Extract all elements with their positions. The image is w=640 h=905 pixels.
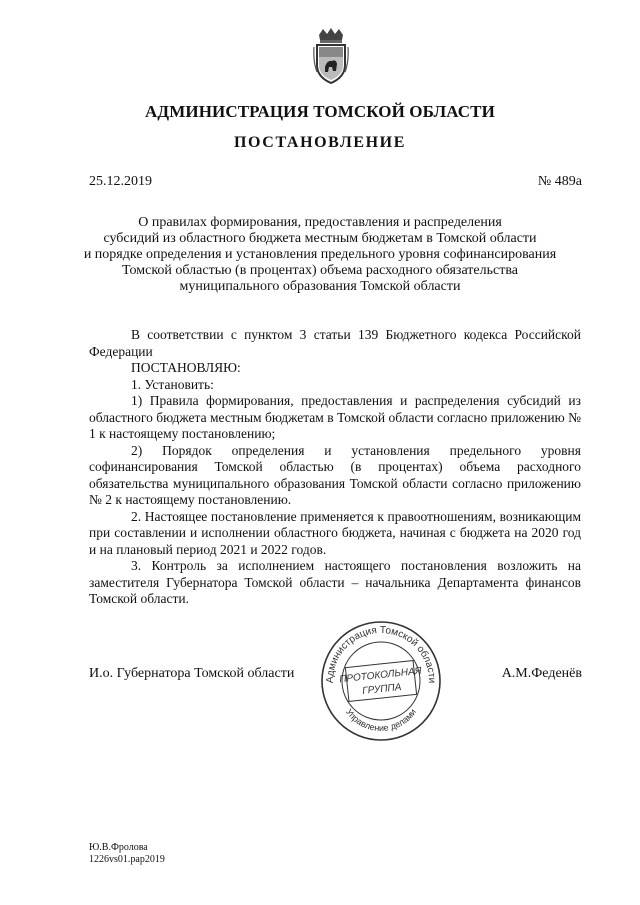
stamp-center-line1: ПРОТОКОЛЬНАЯ [338,665,423,686]
title-line: и порядке определения и установления предельного уровня софинансирования [83,247,557,262]
title-line: О правилах формирования, предоставления и распределения [138,215,502,230]
document-body [89,327,581,608]
document-date: 25.12.2019 [89,174,152,189]
title-line: Томской областью (в процентах) объема расходного обязательства [122,263,518,278]
paragraph-2: 2. Настоящее постановление применяется к правоотношениям, возникающим при составлении и исполнении областного бюджета, начиная с бюджета на 2020 год и на плановый период 2021 и 2022 годов. [89,508,581,557]
signatory-name: А.М.Феденёв [501,666,582,681]
title-line: субсидий из областного бюджета местным бюджетам в Томской области [103,231,537,246]
decree-word: ПОСТАНОВЛЯЮ: [131,360,241,375]
organization-title: АДМИНИСТРАЦИЯ ТОМСКОЙ ОБЛАСТИ [145,102,495,121]
title-line: муниципального образования Томской области [179,279,461,294]
protocol-group-stamp [319,619,443,743]
stamp-center-line2: ГРУППА [361,681,402,697]
stamp-outer-text: Администрация Томской области [324,624,438,684]
tomsk-coat-of-arms-icon [313,27,349,87]
document-type: ПОСТАНОВЛЕНИЕ [234,134,406,151]
preamble-line: Федерации [89,343,153,359]
paragraph-1: 1. Установить: [131,376,214,392]
executor-footer [89,842,165,866]
paragraph-3: 3. Контроль за исполнением настоящего постановления возложить на заместителя Губернатора Томской области – начальника Департамента финансов Томской области. [89,558,581,606]
file-code: 1226vs01.pap2019 [89,854,165,865]
document-number: № 489а [537,174,582,189]
signatory-position: И.о. Губернатора Томской области [89,666,295,681]
executor-name: Ю.В.Фролова [89,842,148,853]
preamble-line: В соответствии с пунктом 3 статьи 139 Бюджетного кодекса Российской [131,327,581,342]
paragraph-1-1: 1) Правила формирования, предоставления и распределения субсидий из областного бюджета местным бюджетам в Томской области согласно приложению № 1 к настоящему постановлению; [89,393,581,441]
document-title [80,215,560,295]
stamp-bottom-text: Управление делами [343,706,419,734]
paragraph-1-2: 2) Порядок определения и установления предельного уровня софинансирования Томской областью (в процентах) объема расходного обязательства муниципального образования Томской области согласно приложению № 2 к настоящему постановлению. [89,442,581,507]
